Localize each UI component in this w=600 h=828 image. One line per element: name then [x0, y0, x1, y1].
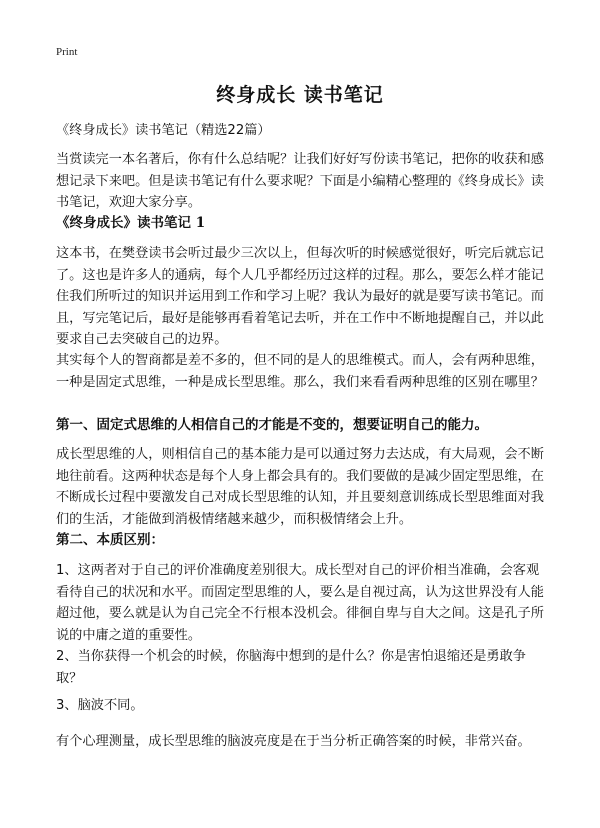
paragraph-4: 1、这两者对于自己的评价准确度差别很大。成长型对自己的评价相当准确，会客观看待自己的状况和水平。而固定型思维的人，要么是自视过高，认为这世界没有人能超过他，要么就是认为自己完全不行根本没机会。徘徊自卑与自大之间。这是孔子所说的中庸之道的重要性。	[56, 563, 544, 643]
paragraph-3: 成长型思维的人，则相信自己的基本能力是可以通过努力去达成，有大局观，会不断地往前看。这两种状态是每个人身上都会具有的。我们要做的是减少固定型思维，在不断成长过程中要激发自己对成长型思维的认知，并且要刻意训练成长型思维面对我们的生活，才能做到消极情绪越来越少，而积极情绪会上升。	[56, 447, 544, 527]
intro-paragraph: 当赏读完一本名著后，你有什么总结呢？让我们好好写份读书笔记，把你的收获和感想记录下来吧。但是读书笔记有什么要求呢？下面是小编精心整理的《终身成长》读书笔记，欢迎大家分享。	[56, 152, 544, 210]
heading-essential-difference: 第二、本质区别：	[56, 532, 164, 548]
paragraph-7: 有个心理测量，成长型思维的脑波亮度是在于当分析正确答案的时候，非常兴奋。	[56, 734, 531, 749]
document-subtitle: 《终身成长》读书笔记（精选22篇）	[56, 123, 271, 138]
paragraph-5: 2、当你获得一个机会的时候，你脑海中想到的是什么？你是害怕退缩还是勇敢争取？	[56, 649, 526, 686]
section-heading: 《终身成长》读书笔记 1	[56, 215, 206, 231]
print-link[interactable]: Print	[56, 46, 78, 58]
page-title: 终身成长 读书笔记	[216, 84, 384, 106]
paragraph-6: 3、脑波不同。	[56, 698, 144, 713]
paragraph-2: 其实每个人的智商都是差不多的，但不同的是人的思维模式。而人，会有两种思维，一种是固定式思维，一种是成长型思维。那么，我们来看看两种思维的区别在哪里？	[56, 353, 544, 390]
paragraph-1: 这本书，在樊登读书会听过最少三次以上，但每次听的时候感觉很好，听完后就忘记了。这也是许多人的通病，每个人几乎都经历过这样的过程。那么，要怎么样才能记住我们所听过的知识并运用到工作和学习上呢？我认为最好的就是要写读书笔记。而且，写完笔记后，最好是能够再看着笔记去听，并在工作中不断地提醒自己，并以此要求自己去突破自己的边界。	[56, 246, 544, 347]
heading-fixed-mindset: 第一、固定式思维的人相信自己的才能是不变的，想要证明自己的能力。	[56, 417, 488, 433]
